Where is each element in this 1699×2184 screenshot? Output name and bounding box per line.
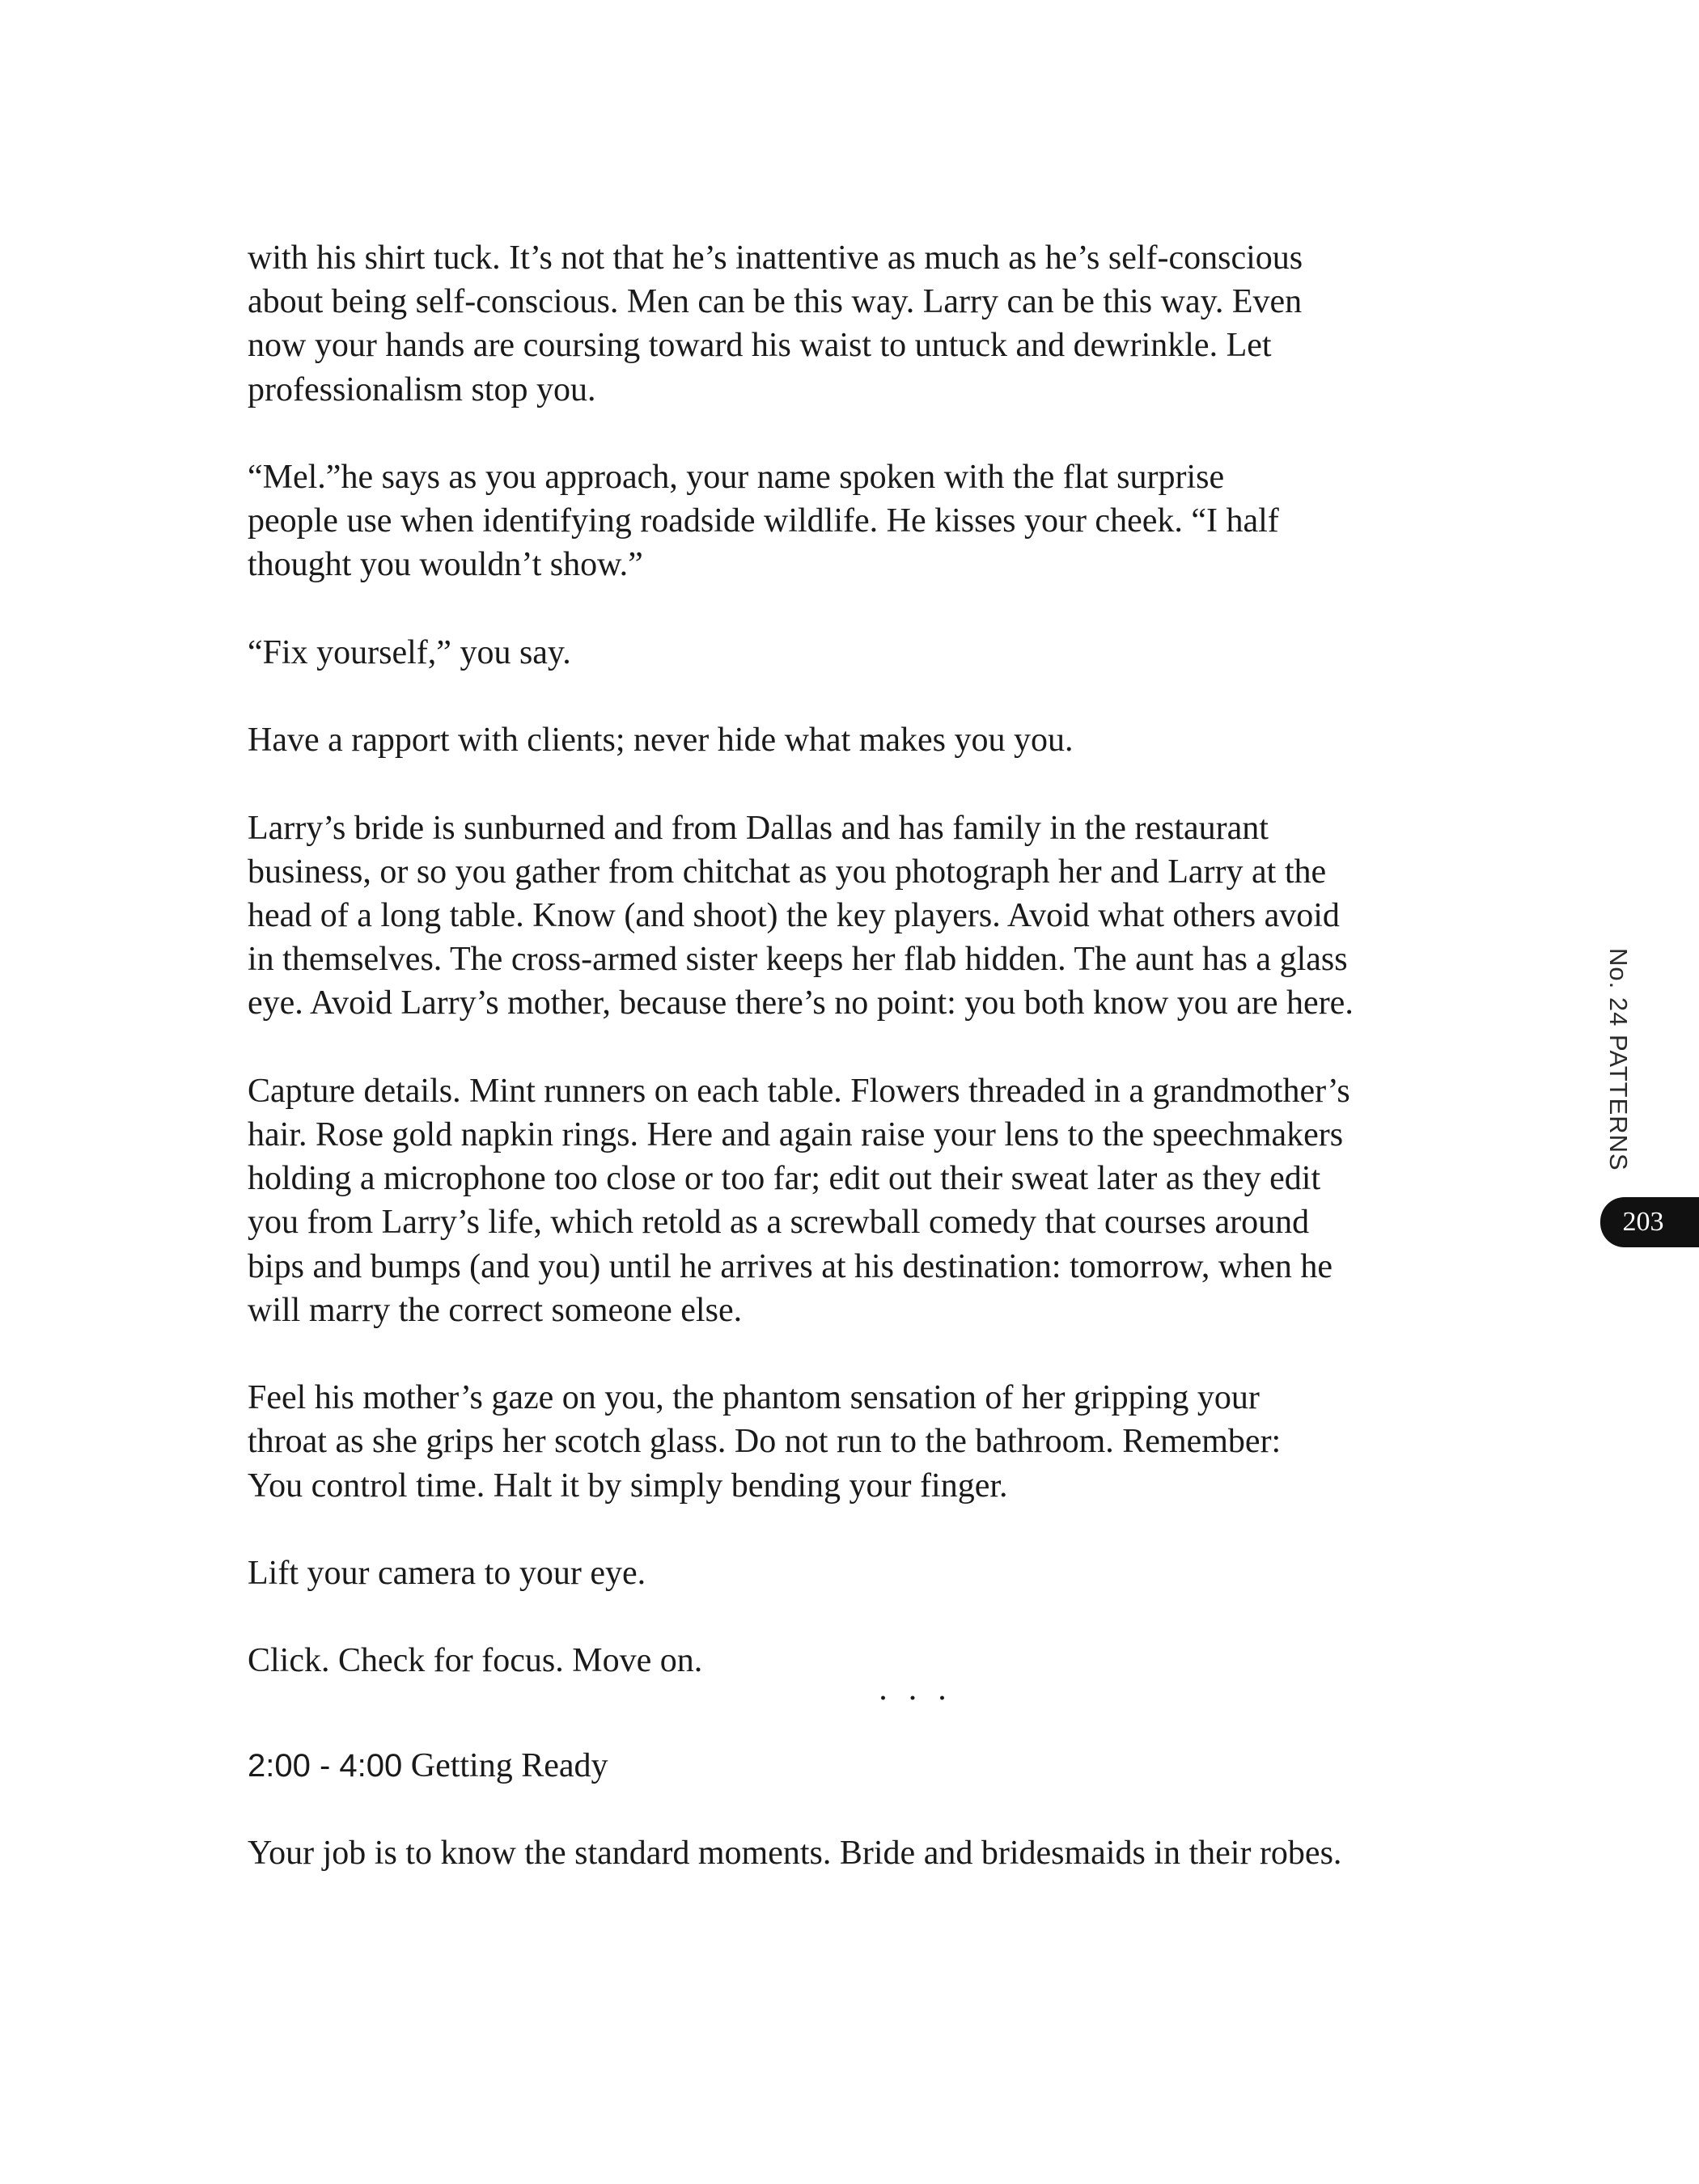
paragraph: Lift your camera to your eye. [248, 1554, 646, 1592]
paragraph: Larry’s bride is sunburned and from Dallas and has family in the restaurant business, or so you gather from chitchat as you photograph her and Larry at the head of a long table. Know (and shoot) the key players. Avoid what others avoid in themselves. The cross-armed sister keeps her flab hidden. The aunt has a glass eye. Avoid Larry’s mother, because there’s no point: you both know you are here. [248, 809, 1354, 1022]
section-separator: · · · [877, 1679, 953, 1717]
paragraph: Feel his mother’s gaze on you, the phantom sensation of her gripping your throat as she grips her scotch glass. Do not run to the bathroom. Remember: You control time. Halt it by simply bending your finger. [248, 1379, 1282, 1505]
paragraph: Your job is to know the standard moments. Bride and bridesmaids in their robes. [248, 1835, 1342, 1873]
page-number-tab [1600, 1197, 1699, 1247]
section-heading [248, 1744, 1461, 1788]
running-header-vertical [1602, 948, 1634, 1191]
body-text [248, 236, 1461, 1919]
paragraph: “Fix yourself,” you say. [248, 633, 571, 671]
paragraph: Capture details. Mint runners on each table. Flowers threaded in a grandmother’s hair. Rose gold napkin rings. Here and again raise your lens to the speechmakers holding a microphone too close or too far; edit out their sweat later as they edit you from Larry’s life, which retold as a screwball comedy that courses around bips and bumps (and you) until he arrives at his destination: tomorrow, when he will marry the correct someone else. [248, 1072, 1350, 1329]
paragraph: with his shirt tuck. It’s not that he’s inattentive as much as he’s self-conscious about being self-conscious. Men can be this way. Larry can be this way. Even now your hands are coursing toward his waist to untuck and dewrinkle. Let professionalism stop you. [248, 239, 1303, 408]
paragraph: Have a rapport with clients; never hide what makes you you. [248, 722, 1074, 760]
section-time: 2:00 - 4:00 [248, 1747, 403, 1784]
book-title-label: No. 24 PATTERNS [1604, 948, 1633, 1171]
paragraph: “Mel.”he says as you approach, your name spoken with the flat surprise people use when identifying roadside wildlife. He kisses your cheek. “I half thought you wouldn’t show.” [248, 459, 1279, 584]
paragraph: Click. Check for focus. Move on. [248, 1642, 703, 1680]
section-title: Getting Ready [402, 1746, 608, 1784]
page-number: 203 [1622, 1207, 1664, 1237]
